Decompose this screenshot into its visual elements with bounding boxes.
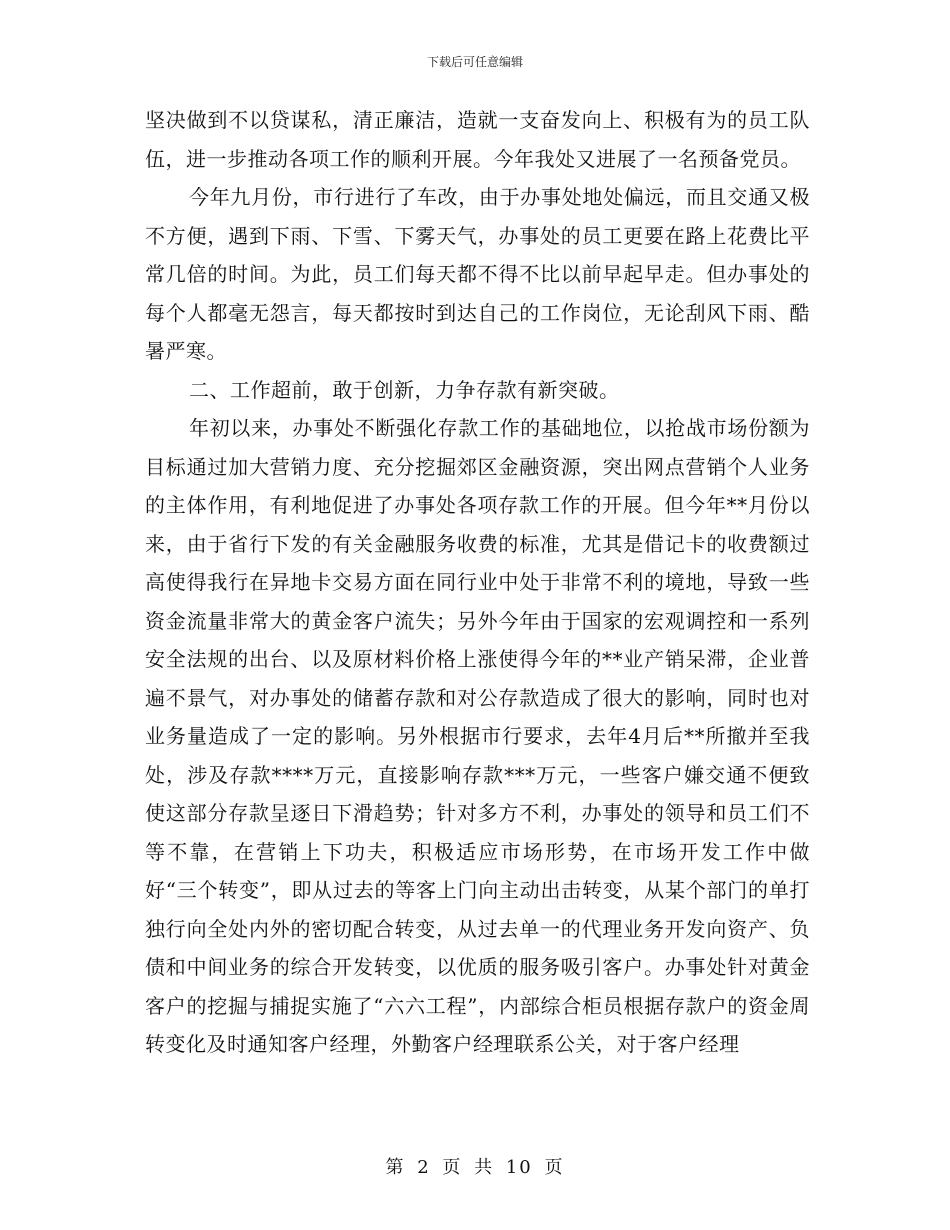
- document-body: [145, 101, 810, 1064]
- page-header: 下载后可任意编辑: [426, 55, 523, 69]
- paragraph-3: 年初以来，办事处不断强化存款工作的基础地位，以抢战市场份额为目标通过加大营销力度、充分挖掘郊区金融资源，突出网点营销个人业务的主体作用，有利地促进了办事处各项存款工作的开展。但今年**月份以来，由于省行下发的有关金融服务收费的标准，尤其是借记卡的收费额过高使得我行在异地卡交易方面在同行业中处于非常不利的境地，导致一些资金流量非常大的黄金客户流失；另外今年由于国家的宏观调控和一系列安全法规的出台、以及原材料价格上涨使得今年的**业产销呆滞，企业普遍不景气，对办事处的储蓄存款和对公存款造成了很大的影响，同时也对业务量造成了一定的影响。另外根据市行要求，去年4月后**所撤并至我处，涉及存款****万元，直接影响存款***万元，一些客户嫌交通不便致使这部分存款呈逐日下滑趋势；针对多方不利，办事处的领导和员工们不等不靠，在营销上下功夫，积极适应市场形势，在市场开发工作中做好“三个转变”，即从过去的等客上门向主动出击转变，从某个部门的单打独行向全处内外的密切配合转变，从过去单一的代理业务开发向资产、负债和中间业务的综合开发转变，以优质的服务吸引客户。办事处针对黄金客户的挖掘与捕捉实施了“六六工程”，内部综合柜员根据存款户的资金周转变化及时通知客户经理，外勤客户经理联系公关，对于客户经理: [145, 416, 810, 1056]
- page-number: 第 2 页 共 10 页: [385, 1157, 565, 1178]
- section-heading: 二、工作超前，敢于创新，力争存款有新突破。: [189, 377, 620, 402]
- paragraph-1: 坚决做到不以贷谋私，清正廉洁，造就一支奋发向上、积极有为的员工队伍，进一步推动各项工作的顺利开展。今年我处又进展了一名预备党员。: [145, 108, 810, 171]
- paragraph-2: 今年九月份，市行进行了车改，由于办事处地处偏远，而且交通又极不方便，遇到下雨、下雪、下雾天气，办事处的员工更要在路上花费比平常几倍的时间。为此，员工们每天都不得不比以前早起早走。但办事处的每个人都毫无怨言，每天都按时到达自己的工作岗位，无论刮风下雨、酷暑严寒。: [145, 185, 810, 363]
